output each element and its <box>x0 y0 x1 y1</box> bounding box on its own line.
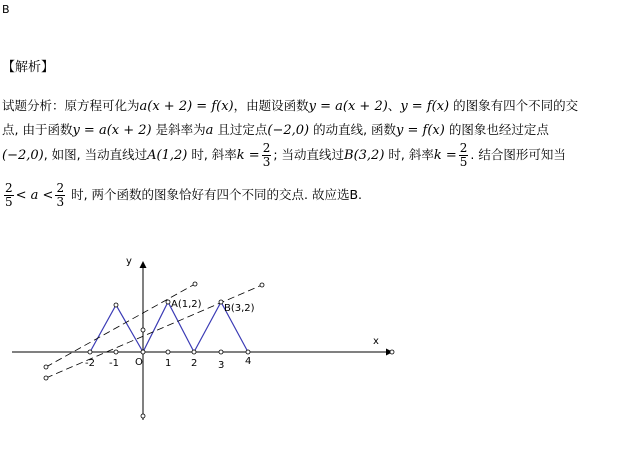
equation: y = a(x + 2) <box>308 99 388 114</box>
point-marker <box>193 282 197 286</box>
point-a-label: A(1,2) <box>171 299 202 310</box>
line-through-b <box>46 285 262 378</box>
point-marker <box>219 350 223 354</box>
x-tick-label: 4 <box>245 356 252 367</box>
analysis-header: 【解析】 <box>2 60 55 75</box>
text: ; 当动直线过 <box>273 147 345 162</box>
x-tick-label: 3 <box>218 360 225 371</box>
point-marker <box>141 328 145 332</box>
text: , 如图, 当动直线过 <box>43 147 148 162</box>
equation: k = <box>433 148 457 163</box>
point-marker <box>192 350 196 354</box>
text: 、 <box>387 98 401 113</box>
numerator: 2 <box>459 141 468 155</box>
text: 时, 两个函数的图象恰好有四个不同的交点. 故应选B. <box>71 187 363 202</box>
x-axis-label: x <box>373 336 379 347</box>
answer-label: B <box>2 3 10 16</box>
text: 点, 由于函数 <box>2 122 73 137</box>
text: . 结合图形可知当 <box>470 147 566 162</box>
equation: a(x + 2) = f(x) <box>139 99 234 114</box>
equation: a <box>205 123 214 138</box>
point-marker <box>246 350 250 354</box>
equation: (−2,0) <box>267 123 310 138</box>
x-tick-label: 2 <box>191 358 198 369</box>
equation: (−2,0) <box>2 148 44 163</box>
point-marker <box>44 376 48 380</box>
denominator: 3 <box>262 155 271 169</box>
text: 的动直线, 函数 <box>313 122 397 137</box>
text: 时, 斜率 <box>388 147 434 162</box>
point-marker <box>390 350 394 354</box>
equation: y = f(x) <box>400 99 450 114</box>
numerator: 2 <box>262 141 271 155</box>
text: 是斜率为 <box>155 122 206 137</box>
equation: B(3,2) <box>344 148 385 163</box>
text: 试题分析：原方程可化为 <box>2 98 140 113</box>
text: 且过定点 <box>217 122 268 137</box>
text: 时, 斜率 <box>191 147 237 162</box>
equation: y = a(x + 2) <box>72 123 152 138</box>
point-marker <box>44 365 48 369</box>
y-axis-label: y <box>126 256 132 267</box>
equation: y = f(x) <box>396 123 445 138</box>
point-marker <box>114 303 118 307</box>
point-a-marker <box>166 300 170 304</box>
point-marker <box>166 350 170 354</box>
x-tick-label: 1 <box>165 358 172 369</box>
text: 的图象有四个不同的交 <box>453 98 579 113</box>
point-marker <box>260 283 264 287</box>
point-marker <box>114 350 118 354</box>
point-b-label: B(3,2) <box>224 303 255 314</box>
equation: k = <box>236 148 260 163</box>
numerator: 2 <box>5 181 13 195</box>
denominator: 3 <box>56 195 65 209</box>
denominator: 5 <box>459 155 468 169</box>
point-b-marker <box>219 300 223 304</box>
text: ，由题设函数 <box>233 98 309 113</box>
point-marker <box>88 350 92 354</box>
numerator: 2 <box>56 181 65 195</box>
origin-label: O <box>135 357 143 368</box>
text: 的图象也经过定点 <box>448 122 549 137</box>
equation: A(1,2) <box>147 148 188 163</box>
point-marker <box>141 350 145 354</box>
line-through-a <box>46 284 198 369</box>
y-axis-bottom-point <box>141 414 145 418</box>
x-tick-label: -1 <box>109 358 119 369</box>
x-tick-label: -2 <box>85 358 95 369</box>
denominator: 5 <box>5 195 13 209</box>
inequality: < a < <box>15 188 54 203</box>
